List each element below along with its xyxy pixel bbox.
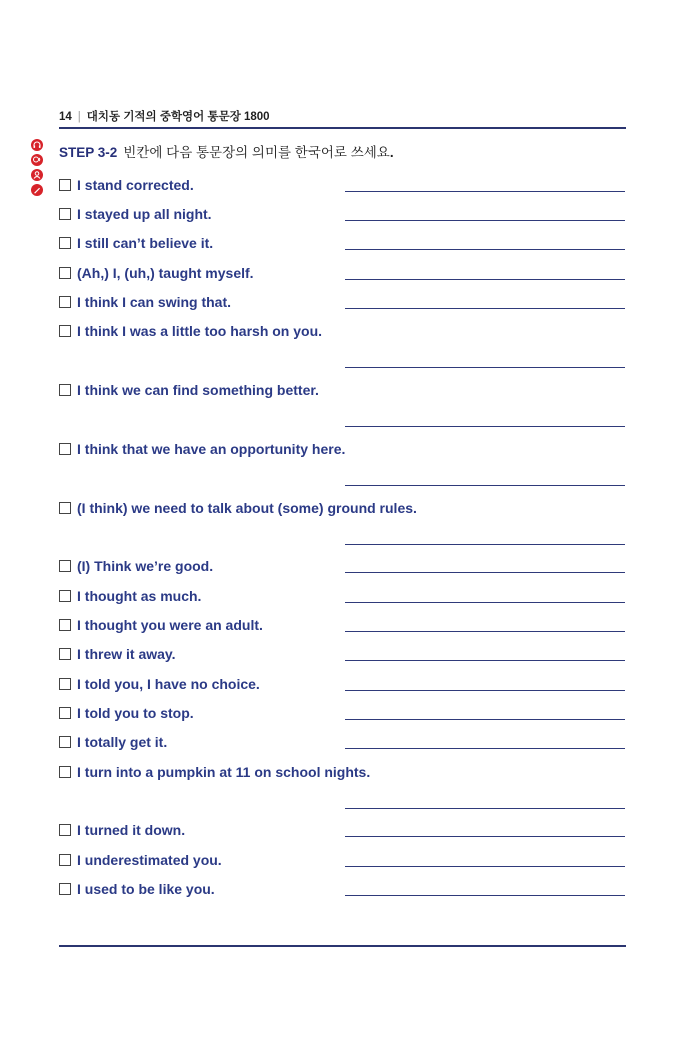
phrase-row bbox=[59, 881, 626, 901]
phrase-text bbox=[59, 617, 263, 633]
checkbox[interactable] bbox=[59, 179, 71, 191]
speech-icon bbox=[31, 154, 43, 166]
checkbox[interactable] bbox=[59, 384, 71, 396]
phrase-text bbox=[59, 852, 222, 868]
checkbox[interactable] bbox=[59, 502, 71, 514]
phrase-row bbox=[59, 558, 626, 578]
checkbox[interactable] bbox=[59, 648, 71, 660]
phrase-label: I think I was a little too harsh on you. bbox=[77, 323, 323, 339]
phrase-row bbox=[59, 764, 626, 784]
phrase-text bbox=[59, 558, 213, 574]
answer-line[interactable] bbox=[345, 836, 625, 837]
checkbox[interactable] bbox=[59, 325, 71, 337]
phrase-label: (I think) we need to talk about (some) ground rules. bbox=[77, 500, 417, 516]
answer-line[interactable] bbox=[345, 719, 625, 720]
phrase-label: (Ah,) I, (uh,) taught myself. bbox=[77, 265, 254, 281]
phrase-label: I used to be like you. bbox=[77, 881, 215, 897]
phrase-row bbox=[59, 617, 626, 637]
phrase-text bbox=[59, 676, 260, 692]
answer-line[interactable] bbox=[345, 249, 625, 250]
phrase-row bbox=[59, 382, 626, 402]
page-header bbox=[59, 108, 626, 124]
phrase-label: I still can’t believe it. bbox=[77, 235, 214, 251]
answer-line[interactable] bbox=[345, 866, 625, 867]
phrase-label: I threw it away. bbox=[77, 646, 176, 662]
step-instruction bbox=[59, 141, 394, 161]
phrase-text bbox=[59, 588, 201, 604]
checkbox[interactable] bbox=[59, 590, 71, 602]
checkbox[interactable] bbox=[59, 619, 71, 631]
book-title: 대치동 기적의 중학영어 통문장 1800 bbox=[86, 111, 270, 123]
checkbox[interactable] bbox=[59, 678, 71, 690]
phrase-row bbox=[59, 676, 626, 696]
checkbox[interactable] bbox=[59, 854, 71, 866]
phrase-label: I underestimated you. bbox=[77, 852, 222, 868]
phrase-label: I think we can find something better. bbox=[77, 382, 319, 398]
phrase-row bbox=[59, 500, 626, 520]
phrase-text bbox=[59, 734, 167, 750]
phrase-label: I stand corrected. bbox=[77, 177, 194, 193]
phrase-text bbox=[59, 705, 194, 721]
section-icons bbox=[31, 139, 45, 199]
step-label: STEP 3-2 bbox=[59, 145, 118, 160]
phrase-text bbox=[59, 206, 212, 222]
checkbox[interactable] bbox=[59, 766, 71, 778]
answer-line[interactable] bbox=[345, 660, 625, 661]
phrase-text bbox=[59, 177, 194, 193]
answer-line[interactable] bbox=[345, 426, 625, 427]
phrase-label: I stayed up all night. bbox=[77, 206, 212, 222]
person-icon bbox=[31, 169, 43, 181]
phrase-text bbox=[59, 294, 231, 310]
headphones-icon bbox=[31, 139, 43, 151]
phrase-row bbox=[59, 822, 626, 842]
answer-line[interactable] bbox=[345, 279, 625, 280]
phrase-row bbox=[59, 177, 626, 197]
answer-line[interactable] bbox=[345, 572, 625, 573]
phrase-row bbox=[59, 588, 626, 608]
checkbox[interactable] bbox=[59, 208, 71, 220]
answer-line[interactable] bbox=[345, 690, 625, 691]
answer-line[interactable] bbox=[345, 748, 625, 749]
phrase-label: I turn into a pumpkin at 11 on school nights. bbox=[77, 764, 371, 780]
answer-line[interactable] bbox=[345, 191, 625, 192]
checkbox[interactable] bbox=[59, 560, 71, 572]
phrase-label: I thought you were an adult. bbox=[77, 617, 263, 633]
phrase-row bbox=[59, 265, 626, 285]
step-instruction-text: 빈칸에 다음 통문장의 의미를 한국어로 쓰세요 bbox=[123, 145, 390, 160]
phrase-row bbox=[59, 235, 626, 255]
phrase-text bbox=[59, 265, 254, 281]
phrase-row bbox=[59, 441, 626, 461]
phrase-label: I told you, I have no choice. bbox=[77, 676, 260, 692]
checkbox[interactable] bbox=[59, 736, 71, 748]
phrase-label: I think I can swing that. bbox=[77, 294, 232, 310]
phrase-text bbox=[59, 235, 213, 251]
phrase-row bbox=[59, 646, 626, 666]
phrase-text bbox=[59, 881, 215, 897]
phrase-label: I think that we have an opportunity here. bbox=[77, 441, 346, 457]
answer-line[interactable] bbox=[345, 544, 625, 545]
answer-line[interactable] bbox=[345, 602, 625, 603]
phrase-text bbox=[59, 500, 417, 516]
checkbox[interactable] bbox=[59, 707, 71, 719]
answer-line[interactable] bbox=[345, 485, 625, 486]
phrase-text bbox=[59, 323, 322, 339]
phrase-label: I told you to stop. bbox=[77, 705, 194, 721]
pencil-icon bbox=[31, 184, 43, 196]
checkbox[interactable] bbox=[59, 267, 71, 279]
phrase-label: (I) Think we’re good. bbox=[77, 558, 214, 574]
answer-line[interactable] bbox=[345, 220, 625, 221]
answer-line[interactable] bbox=[345, 808, 625, 809]
answer-line[interactable] bbox=[345, 367, 625, 368]
answer-line[interactable] bbox=[345, 308, 625, 309]
answer-line[interactable] bbox=[345, 895, 625, 896]
answer-line[interactable] bbox=[345, 631, 625, 632]
phrase-text bbox=[59, 646, 176, 662]
checkbox[interactable] bbox=[59, 824, 71, 836]
page-number: 14 bbox=[59, 111, 72, 123]
phrase-row bbox=[59, 323, 626, 343]
phrase-row bbox=[59, 852, 626, 872]
phrase-text bbox=[59, 441, 345, 457]
phrase-text bbox=[59, 764, 370, 780]
phrase-text bbox=[59, 822, 185, 838]
phrase-text bbox=[59, 382, 319, 398]
checkbox[interactable] bbox=[59, 443, 71, 455]
phrase-label: I thought as much. bbox=[77, 588, 202, 604]
phrase-row bbox=[59, 734, 626, 754]
phrase-row bbox=[59, 206, 626, 226]
footer-rule bbox=[59, 945, 626, 947]
phrase-row bbox=[59, 705, 626, 725]
header-rule bbox=[59, 127, 626, 129]
checkbox[interactable] bbox=[59, 296, 71, 308]
phrase-row bbox=[59, 294, 626, 314]
header-separator: | bbox=[77, 111, 81, 123]
step-punct: . bbox=[389, 145, 394, 160]
phrase-label: I totally get it. bbox=[77, 734, 168, 750]
checkbox[interactable] bbox=[59, 237, 71, 249]
checkbox[interactable] bbox=[59, 883, 71, 895]
phrase-label: I turned it down. bbox=[77, 822, 186, 838]
